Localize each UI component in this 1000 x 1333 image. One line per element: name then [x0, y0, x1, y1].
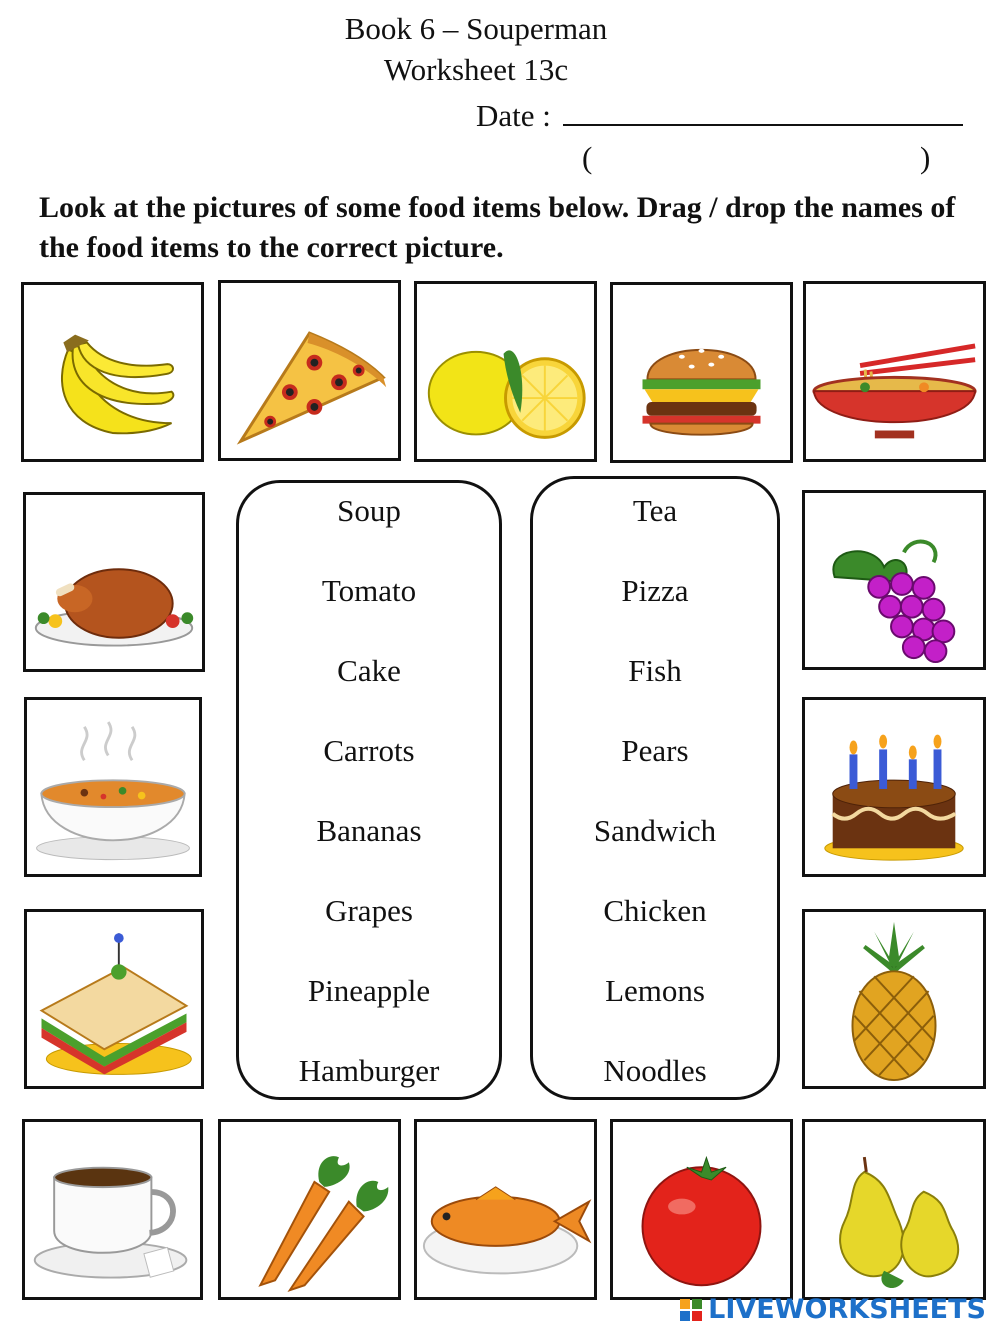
tomato-icon — [613, 1122, 790, 1297]
paren-open: ( — [582, 140, 593, 175]
cake-picture[interactable] — [802, 697, 986, 877]
noodles-picture[interactable] — [803, 281, 986, 462]
pizza-icon — [221, 283, 398, 458]
word-card[interactable]: Noodles — [603, 1053, 707, 1088]
pizza-picture[interactable] — [218, 280, 401, 461]
word-card[interactable]: Soup — [337, 493, 401, 528]
book-title: Book 6 – Souperman — [344, 11, 608, 46]
pineapple-picture[interactable] — [802, 909, 986, 1089]
word-card[interactable]: Tomato — [321, 573, 417, 608]
word-card[interactable]: Pineapple — [307, 973, 431, 1008]
paren-close: ) — [920, 140, 931, 175]
pears-picture[interactable] — [802, 1119, 986, 1300]
word-card[interactable]: Tea — [632, 493, 678, 528]
date-field — [476, 98, 963, 134]
chicken-picture[interactable] — [23, 492, 205, 672]
fish-icon — [417, 1122, 594, 1297]
noodles-icon — [806, 284, 983, 459]
carrots-picture[interactable] — [218, 1119, 401, 1300]
lemons-picture[interactable] — [414, 281, 597, 462]
carrots-icon — [221, 1122, 398, 1297]
worksheet-title: Worksheet 13c — [383, 52, 569, 87]
tomato-picture[interactable] — [610, 1119, 793, 1300]
soup-icon — [27, 700, 199, 874]
date-label: Date : — [476, 98, 551, 133]
logo-text: LIVEWORKSHEETS — [708, 1294, 986, 1325]
tea-picture[interactable] — [22, 1119, 203, 1300]
lemons-icon — [417, 284, 594, 459]
pears-icon — [805, 1122, 983, 1297]
word-card[interactable]: Cake — [337, 653, 401, 688]
word-bank-left — [236, 480, 502, 1100]
hamburger-icon — [613, 285, 790, 460]
chicken-icon — [26, 495, 202, 669]
word-card[interactable]: Pears — [621, 733, 689, 768]
hamburger-picture[interactable] — [610, 282, 793, 463]
tea-icon — [25, 1122, 200, 1297]
word-card[interactable]: Sandwich — [593, 813, 717, 848]
soup-picture[interactable] — [24, 697, 202, 877]
word-bank-right — [530, 476, 780, 1100]
fish-picture[interactable] — [414, 1119, 597, 1300]
word-card[interactable]: Pizza — [621, 573, 689, 608]
logo-mark-icon — [680, 1299, 702, 1321]
liveworksheets-logo — [680, 1294, 986, 1325]
word-card[interactable]: Bananas — [316, 813, 422, 848]
instructions: Look at the pictures of some food items below. Drag / drop the names of the food items to the correct picture. — [39, 191, 956, 264]
pineapple-icon — [805, 912, 983, 1086]
word-card[interactable]: Hamburger — [298, 1053, 440, 1088]
word-card[interactable]: Fish — [628, 653, 682, 688]
cake-icon — [805, 700, 983, 874]
word-card[interactable]: Lemons — [605, 973, 705, 1008]
word-card[interactable]: Chicken — [603, 893, 707, 928]
bananas-picture[interactable] — [21, 282, 204, 462]
bananas-icon — [24, 285, 201, 459]
grapes-icon — [805, 493, 983, 667]
sandwich-icon — [27, 912, 201, 1086]
grapes-picture[interactable] — [802, 490, 986, 670]
word-card[interactable]: Carrots — [323, 733, 415, 768]
word-card[interactable]: Grapes — [325, 893, 413, 928]
sandwich-picture[interactable] — [24, 909, 204, 1089]
date-line[interactable] — [563, 98, 963, 126]
